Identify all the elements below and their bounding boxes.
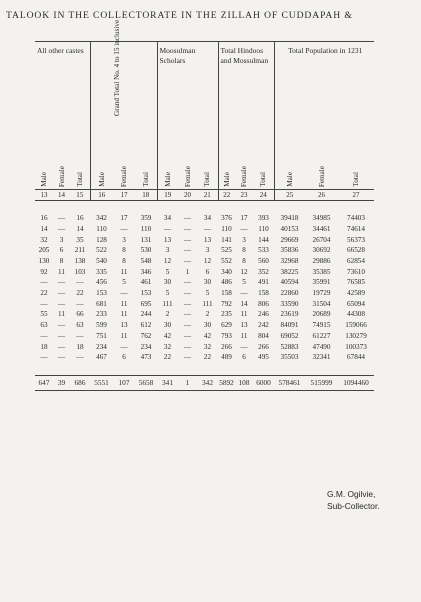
table-cell: — (183, 321, 192, 330)
column-number: 20 (178, 190, 197, 201)
total-cell: 647 (35, 376, 53, 391)
total-cell: 108 (235, 376, 253, 391)
table-cell: 22 (40, 289, 48, 298)
column-number: 15 (70, 190, 90, 201)
table-cell: 359 (140, 214, 152, 223)
table-cell: 110 (96, 224, 107, 233)
column-number: 27 (338, 190, 374, 201)
table-cell: — (183, 256, 192, 265)
table-cell: 56373 (347, 235, 365, 244)
table-cell: 32 (203, 342, 212, 351)
table-cell: 8 (122, 246, 126, 255)
table-cell: 12 (240, 267, 248, 276)
table-cell: 8 (59, 256, 64, 265)
group-header-all-other-castes: All other castes (35, 42, 90, 167)
table-cell: 40153 (280, 224, 299, 233)
table-cell: — (120, 224, 128, 233)
table-cell: 12 (163, 256, 172, 265)
table-cell: — (163, 224, 172, 233)
table-cell: 16 (76, 214, 84, 223)
table-cell: 76585 (347, 278, 365, 287)
table-cell: 23619 (280, 310, 299, 319)
table-cell: 18 (76, 342, 84, 351)
table-row (35, 288, 374, 299)
table-cell: 234 (140, 342, 152, 351)
sub-header-cell: Male (222, 172, 231, 188)
table-cell: 18 (40, 342, 48, 351)
table-cell: — (183, 235, 192, 244)
table-cell: — (120, 289, 128, 298)
table-cell: 234 (96, 342, 107, 351)
sub-header-cell: Total (141, 172, 150, 188)
total-cell: 515999 (305, 376, 338, 391)
table-cell: 128 (96, 235, 107, 244)
table-cell: 14 (76, 224, 84, 233)
table-cell: — (183, 299, 192, 308)
table-cell: 141 (221, 235, 232, 244)
table-cell: 42 (203, 331, 212, 340)
total-cell: 686 (70, 376, 90, 391)
group-header-total-population: Total Population in 1231 (274, 42, 374, 167)
total-cell: 5658 (135, 376, 157, 391)
table-cell: — (76, 278, 84, 287)
table-cell: 26704 (312, 235, 331, 244)
table-cell: 35836 (280, 246, 299, 255)
table-row (35, 267, 374, 278)
table-cell: 762 (140, 331, 152, 340)
table-cell: 47490 (312, 342, 331, 351)
table-row (35, 213, 374, 224)
table-cell: 11 (120, 331, 128, 340)
table-cell: 13 (120, 321, 128, 330)
table-cell: 33590 (280, 299, 299, 308)
table-cell: 22 (76, 289, 84, 298)
table-cell: 495 (258, 353, 269, 362)
column-number: 19 (157, 190, 178, 201)
table-cell: — (240, 289, 248, 298)
group-header-moosulman-scholars: Moosulman Scholars (157, 42, 218, 167)
table-row (35, 235, 374, 246)
table-cell: 39418 (280, 214, 299, 223)
table-cell: 3 (59, 235, 64, 244)
table-cell: 11 (240, 310, 248, 319)
table-cell: 11 (58, 310, 65, 319)
table-cell: — (183, 342, 192, 351)
group-header-grand-total: Grand Total No. 4 to 15 inclusive (113, 19, 121, 116)
table-row (35, 256, 374, 267)
table-cell: 32968 (280, 256, 299, 265)
table-cell: — (57, 331, 66, 340)
table-cell: 153 (140, 289, 152, 298)
table-cell: 158 (258, 289, 269, 298)
table-cell: — (76, 299, 84, 308)
total-cell: 342 (197, 376, 218, 391)
table-cell: 11 (240, 331, 248, 340)
table-cell: 34461 (312, 224, 331, 233)
table-cell: 62854 (347, 256, 365, 265)
table-cell: — (57, 289, 66, 298)
sub-header-cell: Male (285, 172, 294, 188)
table-cell: 792 (221, 299, 232, 308)
column-number: 22 (218, 190, 235, 201)
table-cell: 74915 (312, 321, 331, 330)
table-cell: 52883 (280, 342, 299, 351)
table-cell: — (183, 353, 192, 362)
table-cell: 11 (120, 310, 128, 319)
column-number: 26 (305, 190, 338, 201)
table-cell: 111 (202, 299, 213, 308)
table-cell: 5 (205, 289, 210, 298)
table-cell: 65094 (347, 299, 365, 308)
table-cell: 32 (163, 342, 172, 351)
table-cell: 5 (165, 267, 170, 276)
table-cell: 12 (203, 256, 212, 265)
sub-header-cell: Female (317, 166, 326, 188)
table-cell: 235 (221, 310, 232, 319)
group-header-total-hindoos: Total Hindoos and Mossulman (218, 42, 274, 167)
table-cell: 40594 (280, 278, 299, 287)
table-cell: 806 (258, 299, 269, 308)
group-header-row (35, 42, 374, 167)
table-cell: 246 (258, 310, 269, 319)
table-cell: 376 (221, 214, 232, 223)
sub-header-cell: Male (163, 172, 172, 188)
table-cell: 211 (74, 246, 86, 255)
table-cell: 751 (96, 331, 107, 340)
table-cell: 8 (242, 256, 246, 265)
table-cell: — (183, 310, 192, 319)
page-title: TALOOK IN THE COLLECTORATE IN THE ZILLAH OF CUDDAPAH & (6, 10, 353, 21)
total-cell: 1 (178, 376, 197, 391)
total-cell: 5892 (218, 376, 235, 391)
table-cell: 548 (140, 256, 152, 265)
table-cell: 793 (221, 331, 232, 340)
table-cell: 6 (205, 267, 210, 276)
table-cell: — (57, 342, 66, 351)
table-cell: 103 (74, 267, 86, 276)
total-cell: 39 (53, 376, 70, 391)
table-cell: 266 (258, 342, 269, 351)
table-cell: 32 (40, 235, 48, 244)
table-cell: 393 (258, 214, 269, 223)
table-cell: 11 (120, 299, 128, 308)
table-cell: — (76, 331, 84, 340)
table-cell: 530 (140, 246, 152, 255)
table-cell: 34 (203, 214, 212, 223)
table-body (35, 213, 374, 363)
signature-block (327, 488, 380, 512)
table-cell: 42589 (347, 289, 365, 298)
table-cell: 14 (40, 224, 48, 233)
table-cell: 1 (185, 267, 190, 276)
table-row (35, 245, 374, 256)
table-cell: 55 (40, 310, 48, 319)
table-cell: 30 (203, 321, 212, 330)
table-cell: 38225 (280, 267, 299, 276)
table-cell: 695 (140, 299, 152, 308)
totals-row (35, 376, 374, 391)
table-cell: 486 (221, 278, 232, 287)
table-cell: 20689 (312, 310, 331, 319)
table-cell: — (57, 224, 66, 233)
table-cell: 66528 (347, 246, 365, 255)
table-cell: 5 (165, 289, 170, 298)
total-cell: 578461 (274, 376, 305, 391)
table-cell: 138 (74, 256, 86, 265)
table-cell: 5 (122, 278, 126, 287)
table-cell: 30 (163, 321, 172, 330)
table-cell: 73610 (347, 267, 365, 276)
sub-header-row (35, 166, 374, 190)
table-cell: 13 (203, 235, 212, 244)
sub-header-cell: Total (259, 172, 268, 188)
table-cell: 6 (59, 246, 64, 255)
table-cell: 6 (242, 353, 246, 362)
table-cell: 352 (258, 267, 269, 276)
column-number: 13 (35, 190, 53, 201)
table-cell: 14 (240, 299, 248, 308)
sub-header-cell: Total (75, 172, 84, 188)
table-cell: 489 (221, 353, 232, 362)
table-cell: 540 (96, 256, 107, 265)
table-cell: 342 (96, 214, 107, 223)
table-cell: — (183, 246, 192, 255)
table-cell: — (183, 214, 192, 223)
table-cell: 31504 (312, 299, 331, 308)
table-cell: — (120, 342, 128, 351)
table-cell: — (57, 214, 66, 223)
column-number-row (35, 190, 374, 201)
table-cell: 205 (38, 246, 50, 255)
table-cell: 111 (162, 299, 173, 308)
table-cell: 74403 (347, 214, 365, 223)
table-cell: — (40, 299, 48, 308)
table-cell: 35503 (280, 353, 299, 362)
table-cell: 34985 (312, 214, 331, 223)
table-cell: 131 (140, 235, 152, 244)
table-cell: — (40, 353, 48, 362)
table-cell: — (183, 289, 192, 298)
sub-header-cell: Male (97, 172, 106, 188)
table-row (35, 299, 374, 310)
sub-header-cell: Male (40, 172, 48, 188)
table-cell: 533 (258, 246, 269, 255)
table-cell: 612 (140, 321, 152, 330)
table-cell: 681 (96, 299, 107, 308)
signatory-title: Sub-Collector. (327, 501, 380, 511)
table-cell: 244 (140, 310, 152, 319)
table-cell: 473 (140, 353, 152, 362)
table-cell: — (76, 353, 84, 362)
table-row (35, 342, 374, 353)
table-cell: 8 (122, 256, 126, 265)
table-cell: 159066 (345, 321, 367, 330)
table-cell: 467 (96, 353, 107, 362)
table-row (35, 352, 374, 363)
table-cell: 17 (120, 214, 128, 223)
table-cell: 35991 (312, 278, 331, 287)
column-number: 17 (113, 190, 135, 201)
total-cell: 107 (113, 376, 135, 391)
table-cell: 522 (96, 246, 107, 255)
table-cell: 110 (221, 224, 232, 233)
table-cell: 110 (140, 224, 152, 233)
table-cell: 44308 (347, 310, 365, 319)
table-cell: 266 (221, 342, 232, 351)
table-row (35, 277, 374, 288)
table-cell: 16 (40, 214, 48, 223)
table-cell: — (57, 299, 66, 308)
table-cell: 629 (221, 321, 232, 330)
table-cell: 461 (140, 278, 152, 287)
table-cell: 233 (96, 310, 107, 319)
table-cell: 3 (122, 235, 126, 244)
table-row (35, 331, 374, 342)
table-cell: 30 (163, 278, 172, 287)
table-cell: 35 (76, 235, 84, 244)
table-cell: 804 (258, 331, 269, 340)
column-number: 16 (90, 190, 113, 201)
table-cell: 100373 (345, 342, 367, 351)
column-number: 24 (253, 190, 274, 201)
table-cell: 61227 (312, 331, 331, 340)
table-cell: — (240, 224, 248, 233)
table-cell: — (40, 331, 48, 340)
table-cell: 525 (221, 246, 232, 255)
column-number: 23 (235, 190, 253, 201)
table-cell: 17 (240, 214, 248, 223)
table-cell: 11 (120, 267, 128, 276)
table-cell: 153 (96, 289, 107, 298)
table-row (35, 224, 374, 235)
table-cell: 2 (205, 310, 210, 319)
table-cell: 34 (163, 214, 172, 223)
table-cell: 32341 (312, 353, 331, 362)
table-cell: 63 (40, 321, 48, 330)
table-cell: 30692 (312, 246, 331, 255)
total-cell: 1094460 (338, 376, 374, 391)
table-cell: 346 (140, 267, 152, 276)
table-cell: 69052 (280, 331, 299, 340)
sub-header-cell: Female (57, 166, 66, 188)
table-cell: 22 (163, 353, 172, 362)
table-cell: 13 (240, 321, 248, 330)
table-cell: 8 (242, 246, 246, 255)
table-row (35, 320, 374, 331)
total-cell: 5551 (90, 376, 113, 391)
table-cell: 66 (76, 310, 84, 319)
table-cell: 92 (40, 267, 48, 276)
signatory-name: G.M. Ogilvie, (327, 489, 376, 499)
table-cell: 242 (258, 321, 269, 330)
table-cell: 158 (221, 289, 232, 298)
table-cell: — (203, 224, 212, 233)
table-cell: — (40, 278, 48, 287)
table-cell: — (240, 342, 248, 351)
table-cell: 130 (38, 256, 50, 265)
table-cell: 144 (258, 235, 269, 244)
table-cell: 456 (96, 278, 107, 287)
table-cell: 6 (122, 353, 126, 362)
table-cell: 335 (96, 267, 107, 276)
table-cell: 74614 (347, 224, 365, 233)
table-cell: 19729 (312, 289, 331, 298)
table-cell: 2 (165, 310, 170, 319)
table-cell: 340 (221, 267, 232, 276)
table-cell: 130279 (345, 331, 367, 340)
table-cell: 63 (76, 321, 84, 330)
table-cell: 552 (221, 256, 232, 265)
table-row (35, 309, 374, 320)
table-cell: 67844 (347, 353, 365, 362)
table-cell: 5 (242, 278, 246, 287)
table-cell: 3 (205, 246, 210, 255)
table-cell: — (183, 278, 192, 287)
column-number: 25 (274, 190, 305, 201)
table-cell: 560 (258, 256, 269, 265)
table-cell: — (183, 331, 192, 340)
table-cell: 599 (96, 321, 107, 330)
table-cell: 3 (165, 246, 170, 255)
total-cell: 341 (157, 376, 178, 391)
table-cell: — (57, 353, 66, 362)
column-number: 14 (53, 190, 70, 201)
census-table (35, 19, 374, 391)
table-cell: 84091 (280, 321, 299, 330)
table-cell: 22860 (280, 289, 299, 298)
column-number: 18 (135, 190, 157, 201)
table-cell: 491 (258, 278, 269, 287)
sub-header-cell: Female (240, 166, 248, 188)
table-cell: 11 (58, 267, 65, 276)
sub-header-cell: Female (183, 166, 192, 188)
sub-header-cell: Total (203, 172, 212, 188)
column-number: 21 (197, 190, 218, 201)
table-cell: 30 (203, 278, 212, 287)
sub-header-cell: Total (352, 172, 360, 188)
table-cell: — (183, 224, 192, 233)
table-cell: 42 (163, 331, 172, 340)
table-cell: 3 (242, 235, 246, 244)
table-cell: — (57, 321, 66, 330)
table-cell: 29669 (280, 235, 299, 244)
sub-header-cell: Female (120, 166, 128, 188)
table-cell: 13 (163, 235, 172, 244)
table-cell: — (57, 278, 66, 287)
total-cell: 6000 (253, 376, 274, 391)
table-cell: 110 (258, 224, 269, 233)
table-cell: 35385 (312, 267, 331, 276)
table-cell: 29886 (312, 256, 331, 265)
table-cell: 22 (203, 353, 212, 362)
